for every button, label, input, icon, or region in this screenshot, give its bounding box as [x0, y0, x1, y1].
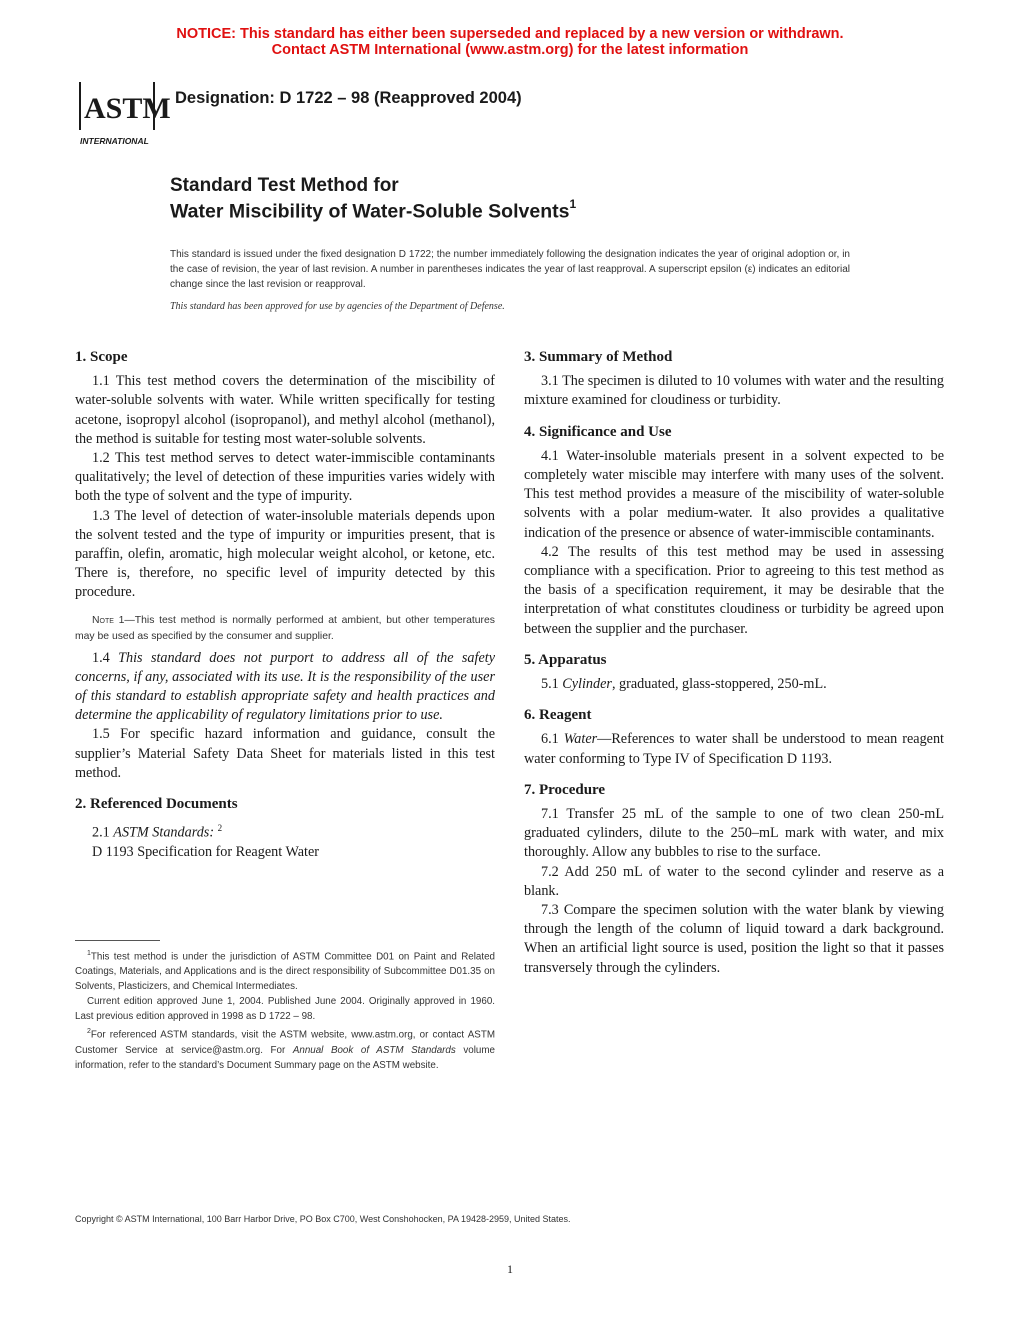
footnotes [75, 946, 495, 1073]
reagent-heading: 6. Reagent [524, 707, 592, 724]
issuance-note: This standard is issued under the fixed designation D 1722; the number immediately following the designation indicates the year of original adoption or, in the case of revision, the year of last revision. A number in parentheses indicates the year of last reapproval. A superscript epsilon (ε) indicates an editorial change since the last revision or reapproval. [170, 249, 850, 290]
withdrawal-notice-line1: NOTICE: This standard has either been superseded and replaced by a new version or withdrawn. [176, 26, 844, 42]
para-7-3: 7.3 Compare the specimen solution with the water blank by viewing through the length of the column of liquid toward a dark background. When an artificial light source is used, position the light so that it passes transversely through the cylinders. [524, 902, 944, 976]
para-4-1: 4.1 Water-insoluble materials present in a solvent expected to be completely water miscible may interfere with many uses of the solvent. This test method provides a measure of the miscibility of water-soluble solvents with a polar medium-water. It also provides a qualitative indication of the presence or absence of water-immiscible contaminants. [524, 447, 944, 541]
para-1-4-text: This standard does not purport to address all of the safety concerns, if any, associated with its use. It is the responsibility of the user of this standard to establish appropriate safety and health practices and determine the applicability of regulatory limitations prior to use. [75, 649, 495, 724]
note-1-text: —This test method is normally performed at ambient, but other temperatures may be used as specified by the consumer and supplier. [75, 614, 495, 642]
para-6-1-rest: —References to water shall be understood to mean reagent water conforming to Type IV of Specification D 1193. [524, 731, 944, 767]
astm-logo-letters: ASTM [84, 92, 171, 125]
footnote-1-mark: 1 [87, 950, 91, 957]
scope-heading: 1. Scope [75, 349, 128, 365]
astm-logo-subtitle: INTERNATIONAL [80, 136, 149, 146]
footnote-2-text-a: For referenced ASTM standards, visit the ASTM website, www.astm.org, or contact ASTM Customer Service at service@astm.org. For [75, 1029, 495, 1056]
para-2-1-footnote-mark: 2 [217, 823, 223, 834]
para-5-1-num: 5.1 [541, 676, 559, 693]
d1193-reference: D 1193 Specification for Reagent Water [92, 844, 319, 861]
designation: Designation: D 1722 – 98 (Reapproved 2004) [175, 89, 522, 107]
para-4-2: 4.2 The results of this test method may be used in assessing compliance with a specification. Prior to agreeing to this test method as the basis of a specification requirement, it may be desirable that the interpretation of what constitutes cloudiness or turbidity be agreed upon between the supplier and the purchaser. [524, 543, 944, 637]
para-5-1-rest: , graduated, glass-stoppered, 250-mL. [611, 676, 827, 693]
right-column [524, 348, 944, 978]
footnote-2 [75, 1024, 495, 1072]
summary-heading: 3. Summary of Method [524, 349, 673, 365]
para-1-3: 1.3 The level of detection of water-insoluble materials depends upon the solvent tested and the type of impurity or impurities present, that is paraffin, olefin, aromatic, high molecular weight alcohol, or ketone, etc. There is, therefore, no specific level of impurity detected by this procedure. [75, 507, 495, 601]
title-line1: Standard Test Method for [170, 175, 399, 196]
title-line2 [170, 199, 576, 224]
left-column [75, 348, 495, 862]
copyright: Copyright © ASTM International, 100 Barr Harbor Drive, PO Box C700, West Conshohocken, PA 19428-2959, United States. [75, 1214, 571, 1224]
footnote-1-text: This test method is under the jurisdiction of ASTM Committee D01 on Paint and Related Coatings, Materials, and Applications and is the direct responsibility of Subcommittee D01.35 on Solvents, Plasticizers, and Chemical Intermediates. [75, 951, 495, 993]
para-2-1 [75, 819, 495, 843]
withdrawal-notice-line2: Contact ASTM International (www.astm.org) for the latest information [271, 42, 749, 58]
note-1 [75, 613, 495, 645]
para-7-1: 7.1 Transfer 25 mL of the sample to one of two clean 250-mL graduated cylinders, dilute to the 250–mL mark with water, and mix thoroughly. Allow any bubbles to rise to the surface. [524, 806, 944, 861]
para-1-4 [75, 649, 495, 726]
footnote-2-text-c: volume information, refer to the standard’s Document Summary page on the ASTM website. [75, 1044, 495, 1071]
para-1-5: 1.5 For specific hazard information and guidance, consult the supplier’s Material Safety Data Sheet for materials listed in this test method. [75, 726, 495, 781]
para-1-1: 1.1 This test method covers the determination of the miscibility of water-soluble solvents with water. While written specifically for testing acetone, isopropyl alcohol (isopropanol), and methyl alcohol (methanol), the method is suitable for testing most water-soluble solvents. [75, 373, 495, 447]
para-1-2: 1.2 This test method serves to detect water-immiscible contaminants qualitatively; the level of detection of these impurities varies widely with both the type of solvent and the type of impurity. [75, 450, 495, 505]
para-2-1-num: 2.1 [92, 825, 110, 841]
para-5-1 [524, 675, 944, 694]
apparatus-heading: 5. Apparatus [524, 651, 607, 668]
dod-approval-note: This standard has been approved for use by agencies of the Department of Defense. [170, 301, 505, 312]
para-5-1-term: Cylinder [562, 676, 612, 693]
para-7-2: 7.2 Add 250 mL of water to the second cylinder and reserve as a blank. [524, 863, 944, 899]
footnote-1 [75, 946, 495, 994]
para-3-1: 3.1 The specimen is diluted to 10 volumes with water and the resulting mixture examined for cloudiness or turbidity. [524, 373, 944, 409]
para-1-4-num: 1.4 [92, 649, 110, 666]
para-6-1-term: Water [563, 731, 598, 748]
title-footnote-mark: 1 [569, 197, 577, 211]
procedure-heading: 7. Procedure [524, 781, 606, 798]
refdocs-heading: 2. Referenced Documents [75, 796, 238, 813]
footnote-2-text-b: Annual Book of ASTM Standards [292, 1044, 456, 1056]
title-line2-text: Water Miscibility of Water-Soluble Solvents [170, 200, 570, 223]
para-6-1-num: 6.1 [541, 731, 559, 748]
footnote-1-edition: Current edition approved June 1, 2004. Published June 2004. Originally approved in 1960. Last previous edition approved in 1998 as D 1722 – 98. [75, 996, 495, 1023]
para-2-1-text: ASTM Standards: [113, 825, 215, 841]
astm-logo [74, 72, 171, 152]
note-1-label: Note 1 [92, 614, 125, 626]
para-6-1 [524, 730, 944, 768]
significance-heading: 4. Significance and Use [524, 423, 672, 440]
footnote-rule [75, 940, 160, 941]
page-number: 1 [507, 1262, 513, 1276]
footnote-2-mark: 2 [87, 1028, 91, 1036]
